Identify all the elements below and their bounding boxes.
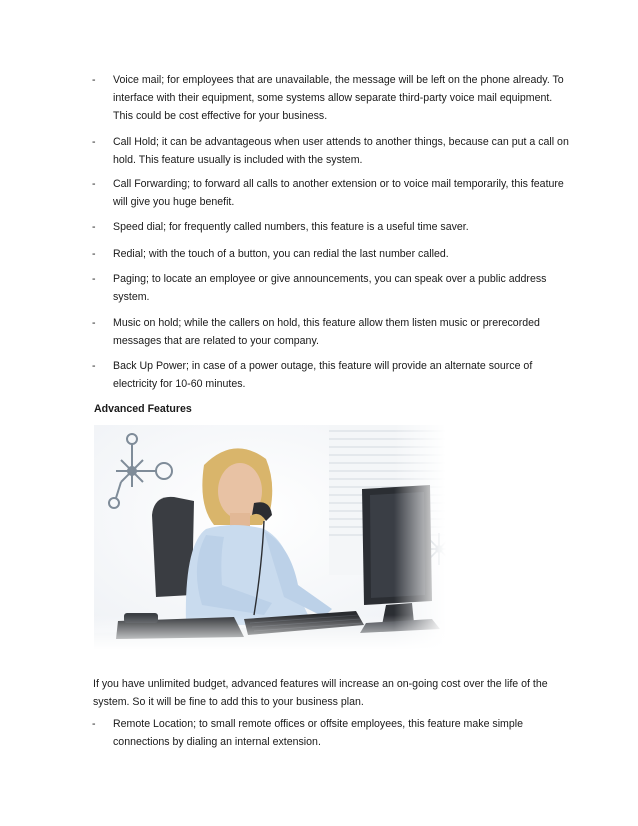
section-heading: Advanced Features xyxy=(94,403,192,415)
photo-fade-bottom xyxy=(94,615,446,650)
bullet-text: Call Forwarding; to forward all calls to another extension or to voice mail temporarily, this feature will give you huge benefit. xyxy=(113,178,564,208)
bullet-text: Voice mail; for employees that are unavailable, the message will be left on the phone already. To interface with their equipment, some systems allow separate third-party voice mail equipment. This could be cost effective for your business. xyxy=(113,74,564,122)
bullet-dash: - xyxy=(92,136,96,148)
bullet-text: Call Hold; it can be advantageous when user attends to another things, because can put a call on hold. This feature usually is included with the system. xyxy=(113,136,569,166)
bullet-dash: - xyxy=(92,248,96,260)
bullet-text: Remote Location; to small remote offices or offsite employees, this feature make simple connections by dialing an internal extension. xyxy=(113,718,524,748)
bullet-text: Back Up Power; in case of a power outage, this feature will provide an alternate source of electricity for 10-60 minutes. xyxy=(113,360,533,390)
bullet-dash: - xyxy=(92,178,96,190)
bullet-dash: - xyxy=(92,360,96,372)
bullet-text: Speed dial; for frequently called numbers, this feature is a useful time saver. xyxy=(113,221,469,233)
body-paragraph: If you have unlimited budget, advanced features will increase an on-going cost over the life of the system. So it will be fine to add this to your business plan. xyxy=(93,678,548,708)
office-worker-photo xyxy=(94,425,446,650)
bullet-dash: - xyxy=(92,74,96,86)
bullet-text: Music on hold; while the callers on hold, this feature allow them listen music or prerecorded messages that are related to your company. xyxy=(113,317,540,347)
photo-illustration xyxy=(94,425,446,650)
bullet-dash: - xyxy=(92,273,96,285)
bullet-text: Paging; to locate an employee or give announcements, you can speak over a public address system. xyxy=(113,273,547,303)
bullet-text: Redial; with the touch of a button, you can redial the last number called. xyxy=(113,248,449,260)
bullet-dash: - xyxy=(92,221,96,233)
bullet-dash: - xyxy=(92,718,96,730)
bullet-dash: - xyxy=(92,317,96,329)
